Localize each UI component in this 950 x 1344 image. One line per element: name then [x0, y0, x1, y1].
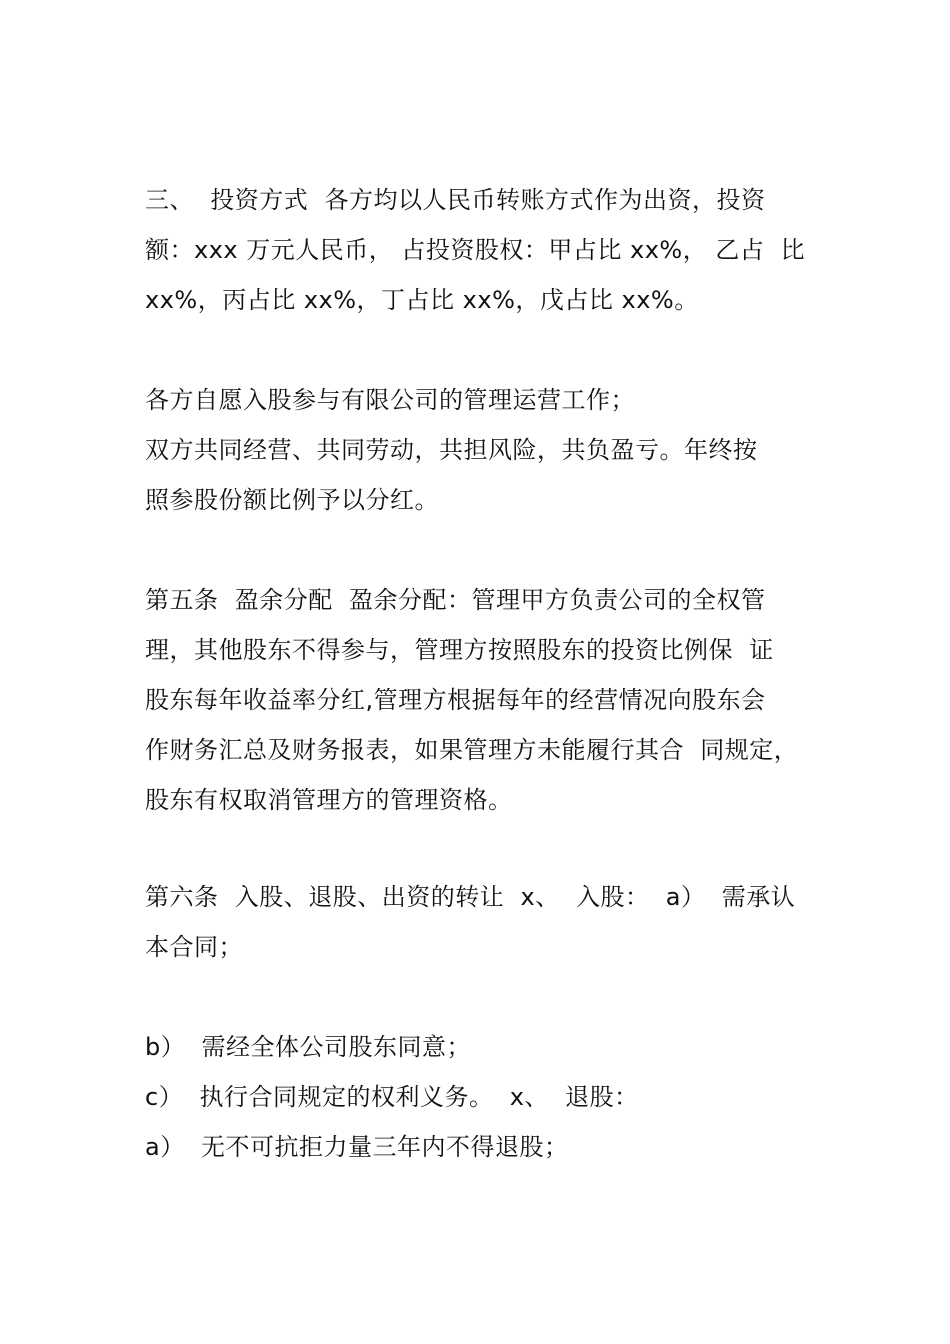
- text-line: 各方自愿入股参与有限公司的管理运营工作；: [145, 386, 635, 414]
- text-line: 理，其他股东不得参与，管理方按照股东的投资比例保 证: [145, 636, 774, 664]
- text-line: 三、 投资方式 各方均以人民币转账方式作为出资，投资: [145, 186, 766, 214]
- text-line: 股东每年收益率分红,管理方根据每年的经营情况向股东会: [145, 686, 766, 714]
- text-line: 额：xxx 万元人民币， 占投资股权：甲占比 xx%， 乙占 比: [145, 236, 806, 264]
- text-line: b） 需经全体公司股东同意；: [145, 1033, 471, 1061]
- text-line: a） 无不可抗拒力量三年内不得退股；: [145, 1133, 569, 1161]
- text-line: 第六条 入股、退股、出资的转让 x、 入股： a） 需承认: [145, 883, 796, 911]
- text-line: 本合同；: [145, 933, 243, 961]
- text-line: xx%，丙占比 xx%，丁占比 xx%，戊占比 xx%。: [145, 286, 699, 314]
- text-line: 第五条 盈余分配 盈余分配：管理甲方负责公司的全权管: [145, 586, 766, 614]
- text-line: 照参股份额比例予以分红。: [145, 486, 439, 514]
- text-line: 股东有权取消管理方的管理资格。: [145, 786, 513, 814]
- text-line: 作财务汇总及财务报表，如果管理方未能履行其合 同规定，: [145, 736, 799, 764]
- text-line: c） 执行合同规定的权利义务。 x、 退股：: [145, 1083, 639, 1111]
- text-line: 双方共同经营、共同劳动，共担风险，共负盈亏。年终按: [145, 436, 758, 464]
